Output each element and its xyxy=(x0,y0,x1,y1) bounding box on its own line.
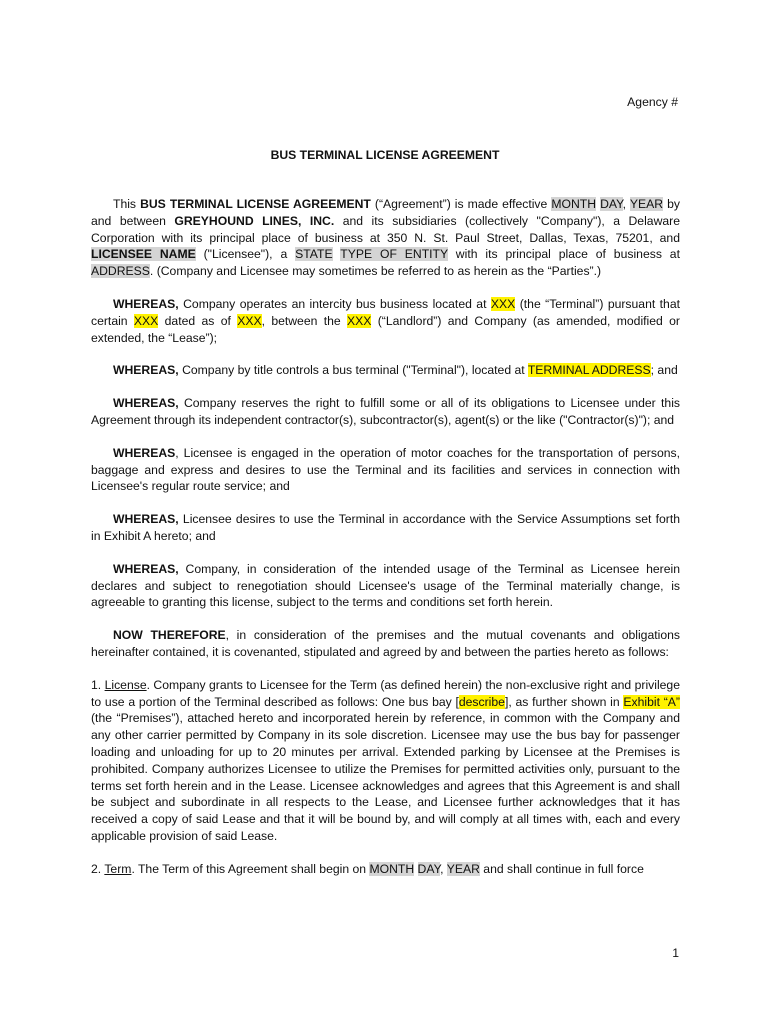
text: . The Term of this Agreement shall begin on xyxy=(131,861,370,876)
agency-number: Agency # xyxy=(627,95,678,109)
now-therefore-paragraph xyxy=(91,627,680,661)
entity-type-placeholder: TYPE OF ENTITY xyxy=(340,247,448,262)
year-placeholder: YEAR xyxy=(446,861,480,876)
whereas-terminal-lease xyxy=(91,296,680,346)
whereas-service-assumptions xyxy=(91,511,680,545)
whereas-contractors xyxy=(91,395,680,429)
text: , xyxy=(440,861,447,876)
text: Company reserves the right to fulfill some or all of its obligations to Licensee under this Agreement through its independent contractor(s), subcontractor(s), agent(s) or the like ("Contractor(s)"); and xyxy=(91,396,680,427)
text: (the “Premises”), attached hereto and incorporated herein by reference, in common with the Company and any other carrier permitted by Company in its sole discretion. Licensee may use the bus bay for passenger loading and unloading for up to 20 minutes per arrival. Extended parking by Licensee at the Premises is prohibited. Company authorizes Licensee to utilize the Premises for permitted activities only, pursuant to the terms set forth herein and in the Lease. Licensee acknowledges and agrees that this Agreement is and shall be subject and subordinate in all respects to the Lease, and Licensee further acknowledges that it has received a copy of said Lease and that it will be bound by, and will comply at all times with, each and every applicable provision of said Lease. xyxy=(91,711,680,843)
whereas-consideration xyxy=(91,561,680,611)
section-term xyxy=(91,861,680,878)
text: and its subsidiaries (collectively "Company"), a Delaware Corporation with its principal place of business at 350 N. St. Paul Street, Dallas, Texas, 75201, and xyxy=(91,213,680,245)
xxx-placeholder: XXX xyxy=(133,313,159,328)
whereas-label: WHEREAS, xyxy=(113,296,179,311)
day-placeholder: DAY xyxy=(417,861,441,876)
xxx-placeholder: XXX xyxy=(347,313,372,328)
text: , Licensee is engaged in the operation of motor coaches for the transportation of persons, baggage and express and desires to use the Terminal and its facilities and services in connection with Licensee's regular route service; and xyxy=(91,445,680,494)
xxx-placeholder: XXX xyxy=(490,296,516,311)
intro-paragraph xyxy=(91,196,680,280)
whereas-label: WHEREAS, xyxy=(113,561,179,576)
text: , in consideration of the premises and the mutual covenants and obligations hereinafter contained, it is covenanted, stipulated and agreed by and between the parties hereto as follows: xyxy=(91,628,680,659)
text: (the “Terminal”) pursuant that certain xyxy=(91,296,681,328)
whereas-motor-coaches xyxy=(91,445,680,495)
whereas-label: WHEREAS xyxy=(113,445,176,460)
text: , between the xyxy=(261,313,348,328)
whereas-label: WHEREAS, xyxy=(113,512,179,527)
text: and shall continue in full force xyxy=(479,861,644,876)
text: , xyxy=(622,197,630,211)
text: by and between xyxy=(91,197,680,228)
text: dated as of xyxy=(158,313,238,328)
whereas-label: WHEREAS, xyxy=(113,396,179,411)
whereas-label: WHEREAS, xyxy=(113,363,179,378)
text: (“Agreement”) is made effective xyxy=(370,197,552,211)
text: Company operates an intercity bus business located at xyxy=(178,296,491,311)
document-title: BUS TERMINAL LICENSE AGREEMENT xyxy=(270,148,500,162)
text: This xyxy=(113,197,141,211)
section-heading: Term xyxy=(104,861,132,876)
document-body xyxy=(91,196,680,894)
text: Licensee desires to use the Terminal in accordance with the Service Assumptions set forth in Exhibit A hereto; and xyxy=(91,512,680,543)
month-placeholder: MONTH xyxy=(551,197,597,211)
section-heading: License xyxy=(104,677,147,692)
text: . Company grants to Licensee for the Term (as defined herein) the non-exclusive right and privilege to use a portion of the Terminal described as follows: One bus bay [ xyxy=(91,677,680,709)
text: (“Landlord”) and Company (as amended, modified or extended, the “Lease”); xyxy=(91,313,680,345)
page-number: 1 xyxy=(672,946,679,960)
section-number: 1. xyxy=(91,677,105,692)
text: with its principal place of business at xyxy=(447,247,680,262)
company-name: GREYHOUND LINES, INC. xyxy=(174,213,335,228)
agreement-name: BUS TERMINAL LICENSE AGREEMENT xyxy=(140,197,371,211)
text: Company by title controls a bus terminal ("Terminal"), located at xyxy=(178,363,528,378)
text: ("Licensee"), a xyxy=(195,247,296,262)
licensee-name-placeholder: LICENSEE NAME xyxy=(91,247,196,262)
describe-placeholder: describe xyxy=(458,694,505,709)
exhibit-reference: Exhibit “A” xyxy=(623,694,680,709)
address-placeholder: ADDRESS xyxy=(91,264,150,279)
section-number: 2. xyxy=(91,861,105,876)
section-license xyxy=(91,677,680,845)
month-placeholder: MONTH xyxy=(369,861,415,876)
year-placeholder: YEAR xyxy=(629,197,664,211)
text: ], as further shown in xyxy=(504,694,624,709)
day-placeholder: DAY xyxy=(600,197,623,211)
text: Company, in consideration of the intended usage of the Terminal as Licensee herein declares and subject to renegotiation should Licensee's usage of the Terminal materially change, is agreeable to granting this license, subject to the terms and conditions set forth herein. xyxy=(91,561,680,610)
whereas-title-controls xyxy=(91,362,680,379)
text: ; and xyxy=(650,363,678,378)
xxx-placeholder: XXX xyxy=(237,313,262,328)
terminal-address-placeholder: TERMINAL ADDRESS xyxy=(527,363,651,378)
state-placeholder: STATE xyxy=(295,247,333,262)
now-therefore-label: NOW THEREFORE xyxy=(113,628,226,643)
text: . (Company and Licensee may sometimes be referred to as herein as the “Parties”.) xyxy=(149,264,602,279)
